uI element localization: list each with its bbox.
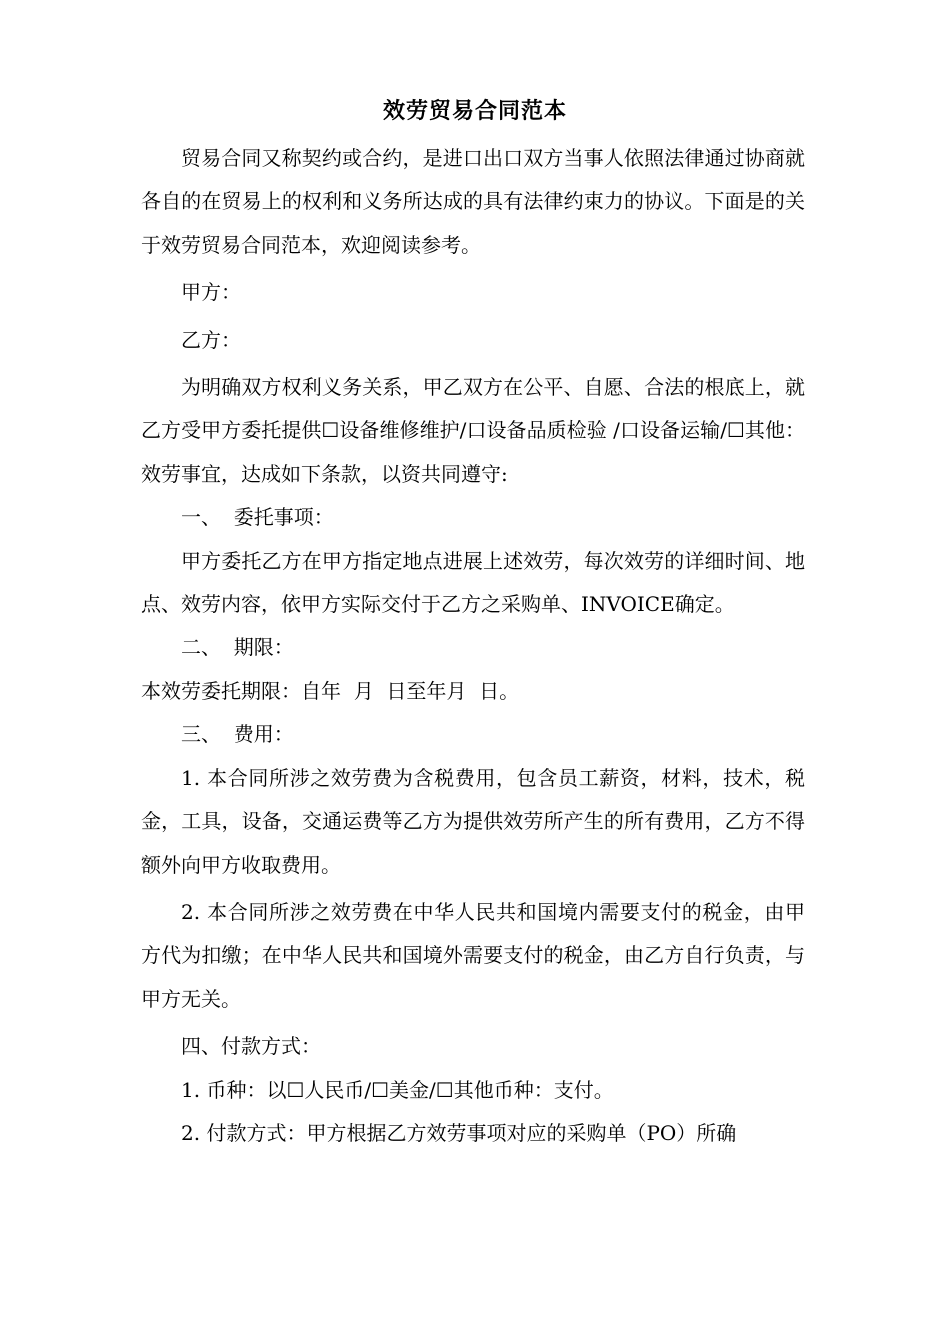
document-body [141, 137, 805, 1155]
payment-clause-2: 2. 付款方式：甲方根据乙方效劳事项对应的采购单（PO）所确 [181, 1120, 737, 1145]
section-heading-fees: 三、 费用： [181, 722, 294, 747]
entrusted-matters-paragraph: 甲方委托乙方在甲方指定地点进展上述效劳，每次效劳的详细时间、地点、效劳内容，依甲方实际交付于乙方之采购单、INVOICE确定。 [141, 548, 805, 617]
fees-clause-1: 1. 本合同所涉之效劳费为含税费用，包含员工薪资，材料，技术，税金，工具，设备，交通运费等乙方为提供效劳所产生的所有费用，乙方不得额外向甲方收取费用。 [141, 765, 805, 877]
fees-clause-2: 2. 本合同所涉之效劳费在中华人民共和国境内需要支付的税金，由甲方代为扣缴；在中华人民共和国境外需要支付的税金，由乙方自行负责，与甲方无关。 [141, 899, 805, 1011]
document-title: 效劳贸易合同范本 [382, 98, 567, 124]
section-heading-term: 二、 期限： [181, 635, 294, 660]
preamble-paragraph: 为明确双方权利义务关系，甲乙双方在公平、自愿、合法的根底上，就乙方受甲方委托提供☐设备维修维护/口设备品质检验 /口设备运输/☐其他：效劳事宜，达成如下条款，以资共同遵守: [141, 375, 805, 486]
party-b-label: 乙方： [181, 327, 241, 352]
intro-paragraph: 贸易合同又称契约或合约，是进口出口双方当事人依照法律通过协商就各自的在贸易上的权利和义务所达成的具有法律约束力的协议。下面是的关于效劳贸易合同范本，欢迎阅读参考。 [141, 146, 805, 257]
payment-clause-1: 1. 币种：以☐人民币/☐美金/☐其他币种：支付。 [181, 1077, 614, 1102]
term-paragraph: 本效劳委托期限：自年 月 日至年月 日。 [141, 678, 520, 703]
party-a-label: 甲方： [181, 280, 241, 305]
section-heading-entrusted-matters: 一、 委托事项： [181, 505, 334, 530]
section-heading-payment: 四、付款方式： [181, 1034, 321, 1059]
